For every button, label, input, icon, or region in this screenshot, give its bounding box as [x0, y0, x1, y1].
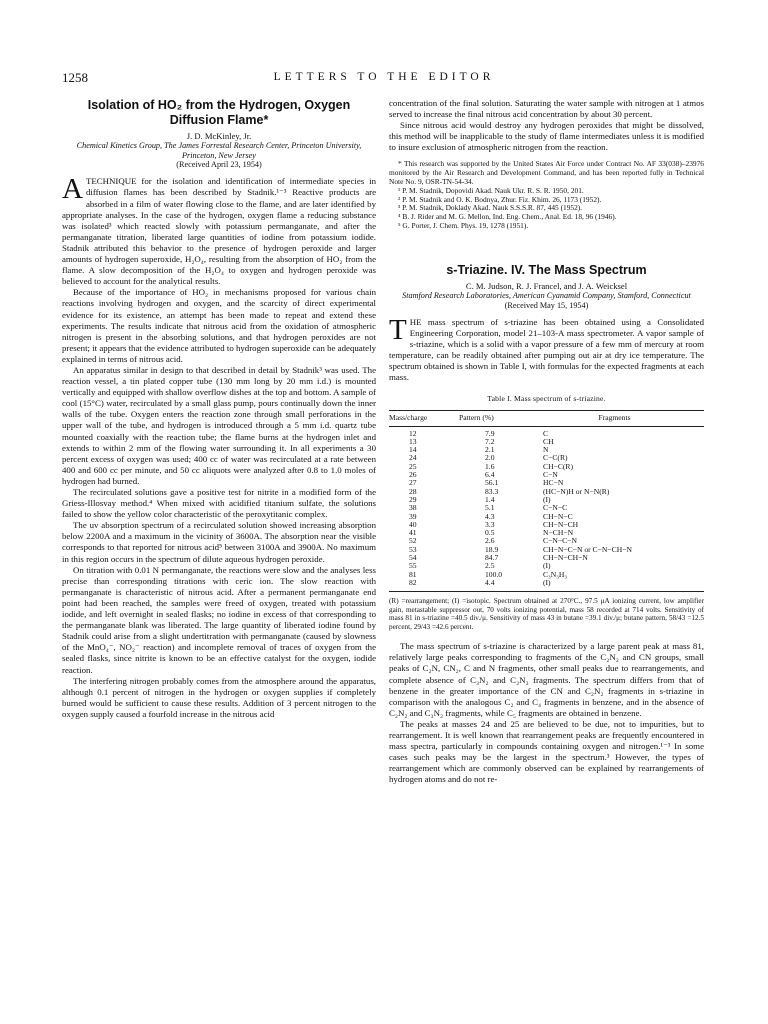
table-row: [389, 579, 704, 592]
fragment-cell: C−N−C−N: [543, 536, 577, 546]
pattern-cell: 7.2: [485, 436, 495, 446]
article1-author: J. D. McKinley, Jr.: [186, 131, 252, 141]
footnote: * This research was supported by the United States Air Force under Contract No. AF 33(038)–23976 monitored by the Air Research and Development Command, and has been reported fully in Technical Note No. 9, OSR-TN-54-34.: [389, 159, 704, 187]
footnote: ¹ P. M. Stadnik, Dopovidi Akad. Nauk Ukr. R. S. R. 1950, 201.: [398, 185, 584, 195]
mass-charge-cell: 29: [409, 494, 417, 504]
fragment-cell: C: [543, 428, 549, 438]
article1-paragraph: On titration with 0.01 N permanganate, the reactions were slow and the analyses less precise than corresponding titrations with ceric ion. The slow reaction with permanganate is characteristic of nitrous acid. After a permanent permanganate end point had been reached, the samples were freed of oxygen, treated with potassium iodide, and left overnight in sealed flasks; no iodine in excess of that corresponding to the permanganate blank was liberated. The large quantity of liberated iodine found by Stadnik could arise from a slight undertitration with permanganate (caused by slowness of the MnO₄⁻, NO₂⁻ reaction) and incomplete removal of traces of oxygen from the sealed flasks, since nitrite is known to be an effective catalyst for the oxygen, iodide reaction.: [62, 564, 376, 675]
mass-charge-cell: 24: [409, 453, 417, 463]
fragment-cell: HC−N: [543, 478, 564, 488]
pattern-cell: 100.0: [485, 569, 503, 579]
pattern-cell: 4.3: [485, 511, 495, 521]
article1-received: (Received April 23, 1954): [176, 160, 262, 170]
pattern-cell: 56.1: [485, 478, 499, 488]
mass-charge-cell: 41: [409, 528, 417, 538]
mass-charge-cell: 39: [409, 511, 417, 521]
article1-paragraph: [62, 173, 376, 287]
footnotes: [389, 160, 704, 230]
footnote: ² P. M. Stadnik and O. K. Bodnya, Zhur. Fiz. Khim. 26, 1173 (1952).: [398, 194, 602, 204]
pattern-cell: 2.6: [485, 536, 495, 546]
table-body: [389, 426, 704, 592]
table-header-row: [389, 411, 704, 426]
fragment-cell: (I): [525, 579, 704, 592]
pattern-cell: 1.4: [485, 494, 495, 504]
fragment-cell: CH−N−C−N or C−N−CH−N: [543, 544, 632, 554]
article1-affiliation: Chemical Kinetics Group, The James Forrestal Research Center, Princeton University, Princeton, New Jersey: [76, 141, 362, 160]
mass-spectrum-table: [389, 410, 704, 592]
pattern-cell: 84.7: [485, 553, 499, 563]
fragment-cell: CH−N−CH−N: [543, 553, 588, 563]
article1-paragraph: Because of the importance of HO₂ in mechanisms proposed for various chain reactions involving hydrogen and oxygen, and the scarcity of direct experimental evidence for its existence, an attempt has been made to repeat and extend these experiments. The results indicate that nitrous acid from the oxidation of atmospheric nitrogen is present in the absorbing solutions, and that hydrogen peroxides are not present; it appears that the evidence attributed to hydrogen superoxide can be adequately explained in terms of nitrous acid.: [62, 287, 376, 364]
running-title: LETTERS TO THE EDITOR: [273, 71, 495, 83]
article1-title: Isolation of HO₂ from the Hydrogen, Oxygen Diffusion Flame*: [87, 98, 351, 127]
mass-charge-cell: 28: [409, 486, 417, 496]
article2-intro: [389, 313, 704, 384]
pattern-cell: 2.1: [485, 445, 495, 455]
pattern-cell: 5.1: [485, 503, 495, 513]
pattern-cell: 2.5: [485, 561, 495, 571]
fragment-cell: (HC−N)H or N−N(R): [543, 486, 610, 496]
article1-continuation: concentration of the final solution. Saturating the water sample with nitrogen at 1 atmos served to increase the final nitrous acid concentration by about 30 percent.: [389, 98, 704, 120]
article2-affiliation: Stamford Research Laboratories, American Cyanamid Company, Stamford, Connecticut: [402, 291, 691, 301]
fragment-cell: CH: [543, 436, 554, 446]
article2-intro-text: HE mass spectrum of s-triazine has been obtained using a Consolidated Engineering Corporation, model 21–103-A mass spectrometer. A vapor sample of s-triazine, which is a solid with a vapor pressure of a few mm of mercury at room temperature, can be readily obtained after pumping out air at dry ice temperature. The spectrum obtained is shown in Table I, with formulas for the expected fragments at each mass.: [389, 316, 704, 383]
table-header: Fragments: [525, 411, 704, 426]
pattern-cell: 18.9: [485, 544, 499, 554]
fragment-cell: C−C(R): [543, 453, 568, 463]
fragment-cell: C−N−C: [543, 503, 568, 513]
article2-received: (Received May 15, 1954): [504, 300, 589, 310]
dropcap: A: [62, 173, 83, 206]
article1-continuation: Since nitrous acid would destroy any hydrogen peroxides that might be dissolved, this method will be inapplicable to the study of flame intermediates unless it is modified to insure exclusion of atmospheric nitrogen from the reaction.: [389, 120, 704, 153]
footnote: ⁴ B. J. Rider and M. G. Mellon, Ind. Eng. Chem., Anal. Ed. 18, 96 (1946).: [398, 212, 617, 222]
mass-charge-cell: 12: [409, 428, 417, 438]
mass-charge-cell: 82: [389, 579, 459, 592]
pattern-cell: 2.0: [485, 453, 495, 463]
table-header: Mass/charge: [389, 411, 459, 426]
article1-paragraph: The recirculated solutions gave a positive test for nitrite in a modified form of the Griess-Illosvay method.⁴ When mixed with acidified titanium sulfate, the solutions failed to show the yellow color characteristic of the peroxytitanic complex.: [62, 487, 376, 520]
right-column: [389, 98, 704, 785]
pattern-cell: 0.5: [485, 528, 495, 538]
fragment-cell: N: [543, 445, 549, 455]
article2-paragraph: The peaks at masses 24 and 25 are believed to be due, not to impurities, but to rearrangement. It is well known that rearrangement peaks are frequently encountered in mass spectra, particularly in compounds containing oxygen and nitrogen.¹⁻³ In some cases such peaks may be the largest in the spectrum.³ However, the types of rearrangement which are commonly observed can be explained by rearrangements of hydrogen atoms and do not re-: [389, 718, 704, 785]
mass-charge-cell: 27: [409, 478, 417, 488]
mass-charge-cell: 52: [409, 536, 417, 546]
mass-charge-cell: 14: [409, 445, 417, 455]
mass-charge-cell: 81: [409, 569, 417, 579]
article1-paragraph: The interfering nitrogen probably comes from the atmosphere around the apparatus, although 0.1 percent of nitrogen in the hydrogen or oxygen supplies if completely burned would be sufficient to cause these results. Addition of 3 percent nitrogen to the oxygen supply caused a fourfold increase in the nitrous acid: [62, 675, 376, 719]
article2-authors: C. M. Judson, R. J. Francel, and J. A. Weicksel: [465, 280, 628, 291]
mass-charge-cell: 55: [409, 561, 417, 571]
fragment-cell: C₃N₃H₃: [543, 569, 567, 579]
mass-charge-cell: 13: [409, 436, 417, 446]
fragment-cell: CH−C(R): [543, 461, 574, 471]
mass-charge-cell: 53: [409, 544, 417, 554]
fragment-cell: (I): [543, 561, 551, 571]
fragment-cell: CH−N−CH: [543, 519, 579, 529]
pattern-cell: 83.3: [485, 486, 499, 496]
table-header: Pattern (%): [459, 411, 525, 426]
article1-paragraph-text: TECHNIQUE for the isolation and identification of intermediate species in diffusion flames has been described by Stadnik.¹⁻³ Reactive products are absorbed in a film of water flowing close to the flame, and are later identified by appropriate analyses. In the case of the hydrogen, oxygen flame a reducing substance was isolated³ which reacted slowly with potassium permanganate, and after the permanganate titration, liberated large quantities of iodine from potassium iodide. Stadnik attributed this behavior to the presence of hydrogen peroxide and larger amounts of hydrogen superoxide, H₂O₄, resulting from the absorption of HO₂ from the flame. A slow decomposition of the H₂O₄ to oxygen and hydrogen peroxide was believed to account for the analytical results.: [62, 176, 376, 287]
dropcap: T: [389, 313, 407, 346]
article2-paragraph: The mass spectrum of s-triazine is characterized by a large parent peak at mass 81, relatively large peaks corresponding to fragments of the C₂N₂ and CN groups, small peaks of C₂N, CN₂, C and N fragments, other small peaks due to rearrangements, and complete absence of C₃N₂ and C₂N₃ fragments. The spectrum differs from that of benzene in the greater importance of the CN and C₂N₂ fragments in s-triazine in comparison with the analogous C₂ and C₄ fragments in benzene, and in the absence of C₂N₂ and C₃N₂ fragments, while C₅ fragments are obtained in benzene.: [389, 641, 704, 718]
fragment-cell: CH−N−C: [543, 511, 573, 521]
fragment-cell: C−N: [543, 470, 558, 480]
footnote: ³ P. M. Stadnik, Doklady Akad. Nauk S.S.S.R. 87, 445 (1952).: [398, 203, 583, 213]
mass-charge-cell: 26: [409, 470, 417, 480]
table-caption: Table I. Mass spectrum of s-triazine.: [487, 394, 606, 404]
mass-charge-cell: 25: [409, 461, 417, 471]
pattern-cell: 4.4: [459, 579, 525, 592]
article1-paragraph: An apparatus similar in design to that described in detail by Stadnik³ was used. The reaction vessel, a tin plated copper tube (130 mm long by 20 mm i.d.) is mounted vertically and equipped with shallow overflow dishes at the top and bottom. A sample of cool (15°C) water, recirculated by a small glass pump, pours continually down the inner walls of the tube. Oxygen enters the reaction zone through small perforations in the upper wall of the tube, and hydrogen is introduced through a 5 mm i.d. quartz tube mounted coaxially with the reaction tube; the flame burns at the hydrogen inlet and extends to within 2 mm of the flowing water surrounding it. In all experiments a 30 percent excess of oxygen was used; 400 cc of water was recirculated at a rate between 400 and 600 cc per minute, and 50 cc aliquots were analyzed after 0.8 to 1.0 moles of hydrogen had burned.: [62, 364, 376, 486]
page-number: 1258: [62, 70, 88, 85]
article2-title: s-Triazine. IV. The Mass Spectrum: [446, 262, 647, 277]
pattern-cell: 7.9: [485, 428, 495, 438]
mass-charge-cell: 40: [409, 519, 417, 529]
pattern-cell: 1.6: [485, 461, 495, 471]
mass-charge-cell: 38: [409, 503, 417, 513]
pattern-cell: 6.4: [485, 470, 495, 480]
pattern-cell: 3.3: [485, 519, 495, 529]
article1-paragraph: The uv absorption spectrum of a recirculated solution showed increasing absorption below 2200A and a maximum in the vicinity of 3600A. The absorption near the visible corresponds to that reported for nitrous acid⁵ between 3100A and 3900A. No maximum in this region occurs in the spectrum of dilute aqueous hydrogen peroxide.: [62, 520, 376, 564]
footnote: ⁵ G. Porter, J. Chem. Phys. 19, 1278 (1951).: [398, 221, 529, 231]
mass-charge-cell: 54: [409, 553, 417, 563]
fragment-cell: (I): [543, 494, 551, 504]
fragment-cell: N−CH−N: [543, 528, 574, 538]
left-column: [62, 98, 376, 720]
table-note: (R) =rearrangement; (I) =isotopic. Spectrum obtained at 270°C., 97.5 μA ionizing current, low amplifier gain, metastable suppressor out, 70 volts ionizing potential, mass 58 recorded at 714 volts. Sensitivity of mass 81 in s-triazine =40.5 div./μ. Sensitivity of mass 43 in butane =39.1 div./μ; butane pattern, 58/43 =12.5 percent, 29/43 =42.6 percent.: [389, 597, 704, 631]
